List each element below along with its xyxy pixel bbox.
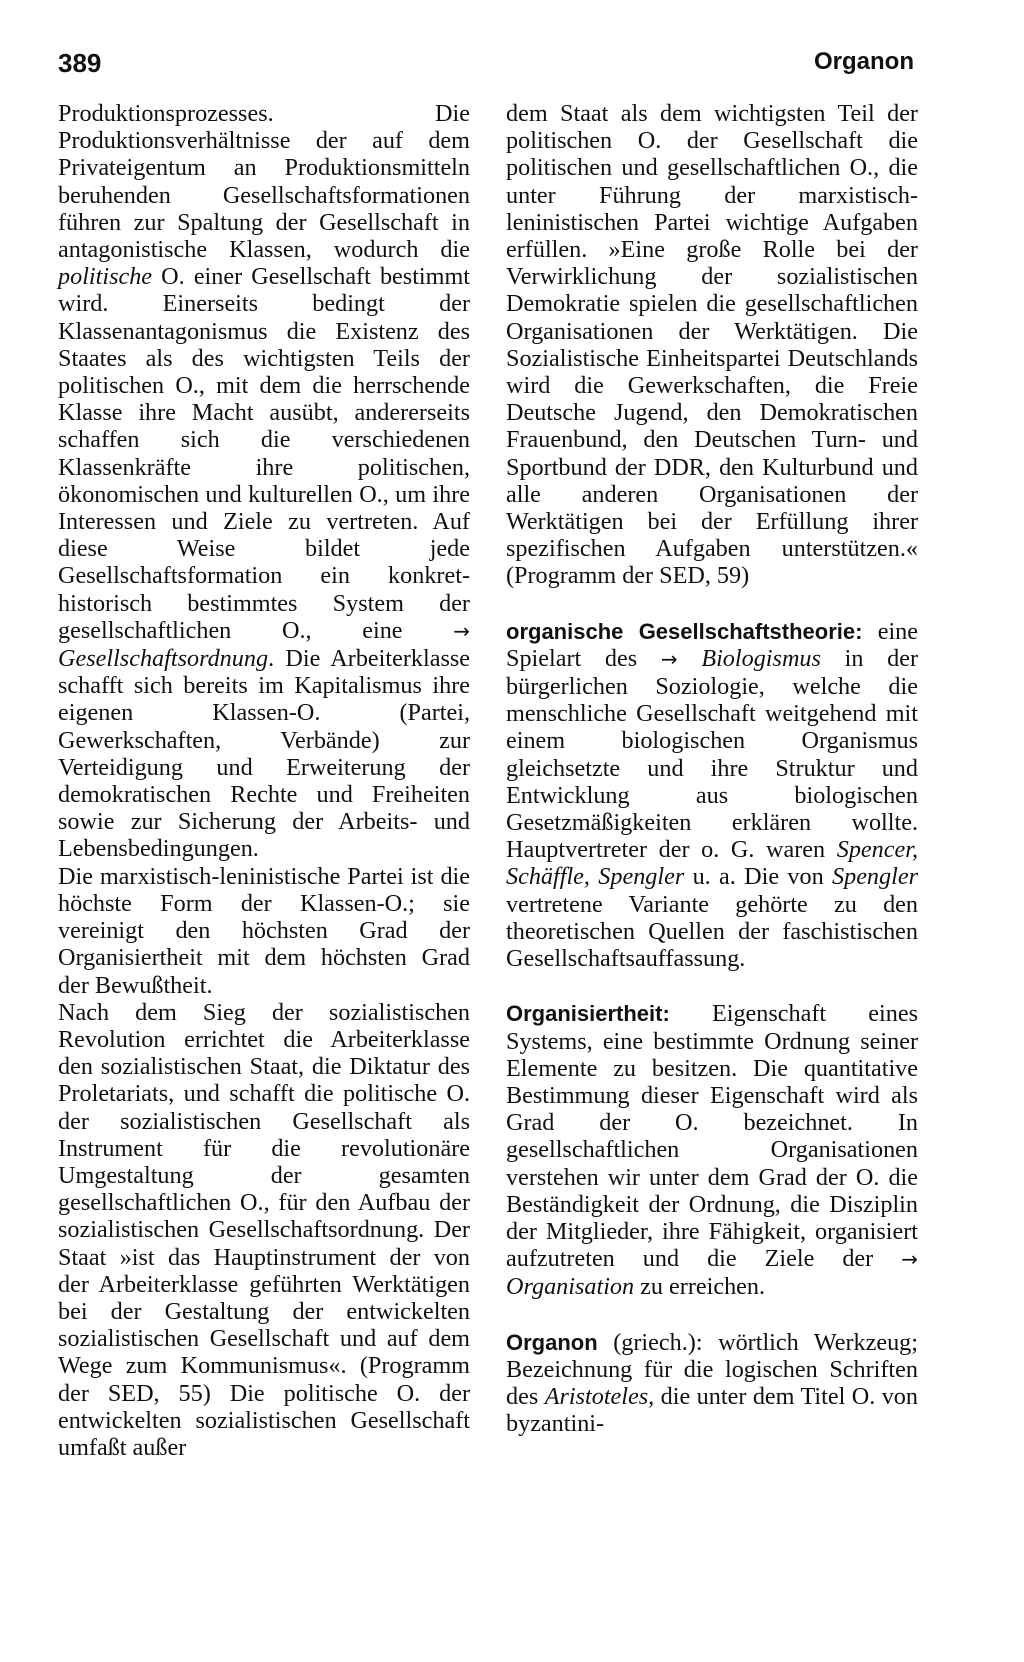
- paragraph: dem Staat als dem wichtigsten Teil der politischen O. der Gesellschaft die politischen und gesellschaftlichen O., die unter Führung der marxistisch-leninistischen Partei wichtige Aufgaben erfüllen. »Eine große Rolle bei der Verwirklichung der sozialistischen Demokratie spielen die gesellschaftlichen Organisationen der Werktätigen. Die Sozialistische Einheitspartei Deutschlands wird die Gewerkschaften, die Freie Deutsche Jugend, den Demokratischen Frauenbund, den Deutschen Turn- und Sportbund der DDR, den Kulturbund und alle anderen Organisationen der Werktätigen bei der Erfüllung ihrer spezifischen Aufgaben unterstützen.« (Programm der SED, 59): [506, 100, 918, 590]
- cross-reference-arrow-icon: →: [660, 646, 678, 671]
- cross-reference: Gesellschaftsordnung: [58, 645, 269, 673]
- cross-reference: Organisation: [506, 1273, 635, 1301]
- left-column: [58, 100, 470, 1461]
- person-names: Aristoteles,: [544, 1382, 655, 1410]
- dictionary-entry: organische Gesellschaftstheorie: eine Spielart des → Biologismus in der bürgerlichen Soziologie, welche die menschliche Gesellschaft weitgehend mit einem biologischen Organismus gleichsetzte und ihre Struktur und Entwicklung aus biologischen Gesetzmäßigkeiten erklären wollte. Hauptvertreter der o. G. waren Spencer, Schäffle, Spengler u. a. Die von Spengler vertretene Variante gehörte zu den theoretischen Quellen der faschistischen Gesellschaftsauffassung.: [506, 617, 918, 973]
- paragraph: Produktionsprozesses. Die Produktionsverhältnisse der auf dem Privateigentum an Produktionsmitteln beruhenden Gesellschaftsformationen führen zur Spaltung der Gesellschaft in antagonistische Klassen, wodurch die politische O. einer Gesellschaft bestimmt wird. Einerseits bedingt der Klassenantagonismus die Existenz des Staates als des wichtigsten Teils der politischen O., mit dem die herrschende Klasse ihre Macht ausübt, andererseits schaffen sich die verschiedenen Klassenkräfte ihre politischen, ökonomischen und kulturellen O., um ihre Interessen und Ziele zu vertreten. Auf diese Weise bildet jede Gesellschaftsformation ein konkret-historisch bestimmtes System der gesellschaftlichen O., eine → Gesellschaftsordnung. Die Arbeiterklasse schafft sich bereits im Kapitalismus ihre eigenen Klassen-O. (Partei, Gewerkschaften, Verbände) zur Verteidigung und Erweiterung der demokratischen Rechte und Freiheiten sowie zur Sicherung der Arbeits- und Lebensbedingungen.: [58, 100, 470, 863]
- paragraph: Nach dem Sieg der sozialistischen Revolution errichtet die Arbeiterklasse den sozialistischen Staat, die Diktatur des Proletariats, und schafft die politische O. der sozialistischen Gesellschaft als Instrument für die revolutionäre Umgestaltung der gesamten gesellschaftlichen O., für den Aufbau der sozialistischen Gesellschaftsordnung. Der Staat »ist das Hauptinstrument der von der Arbeiterklasse geführten Werktätigen bei der Gestaltung der entwickelten sozialistischen Gesellschaft und auf dem Wege zum Kommunismus«. (Programm der SED, 55) Die politische O. der entwickelten sozialistischen Gesellschaft umfaßt außer: [58, 998, 470, 1461]
- cross-reference-arrow-icon: →: [901, 1247, 918, 1272]
- entry-term: Organisiertheit:: [506, 1001, 670, 1027]
- running-head: Organon: [814, 48, 914, 75]
- page-header: [58, 48, 914, 84]
- cross-reference-arrow-icon: →: [453, 618, 470, 643]
- person-names: Spengler: [832, 863, 918, 891]
- cross-reference: Biologismus: [701, 644, 821, 672]
- emphasis: politische: [58, 263, 153, 291]
- page-number: 389: [58, 48, 102, 78]
- dictionary-entry: Organisiertheit: Eigenschaft eines Systems, eine bestimmte Ordnung seiner Elemente zu besitzen. Die quantitative Bestimmung dieser Eigenschaft wird als Grad der O. bezeichnet. In gesellschaftlichen Organisationen verstehen wir unter dem Grad der O. die Beständigkeit der Ordnung, die Disziplin der Mitglieder, ihre Fähigkeit, organisiert aufzutreten und die Ziele der → Organisation zu erreichen.: [506, 1000, 918, 1301]
- paragraph: Die marxistisch-leninistische Partei ist die höchste Form der Klassen-O.; sie vereinigt den höchsten Grad der Organisiertheit mit dem höchsten Grad der Bewußtheit.: [58, 862, 470, 999]
- entry-term: Organon: [506, 1329, 598, 1355]
- entry-term: organische Gesellschaftstheorie:: [506, 618, 863, 644]
- right-column: [506, 100, 918, 1437]
- person-names: Spencer, Schäffle, Spengler: [506, 836, 918, 891]
- dictionary-entry: Organon (griech.): wörtlich Werkzeug; Bezeichnung für die logischen Schriften des Aristoteles, die unter dem Titel O. von byzantini-: [506, 1328, 918, 1438]
